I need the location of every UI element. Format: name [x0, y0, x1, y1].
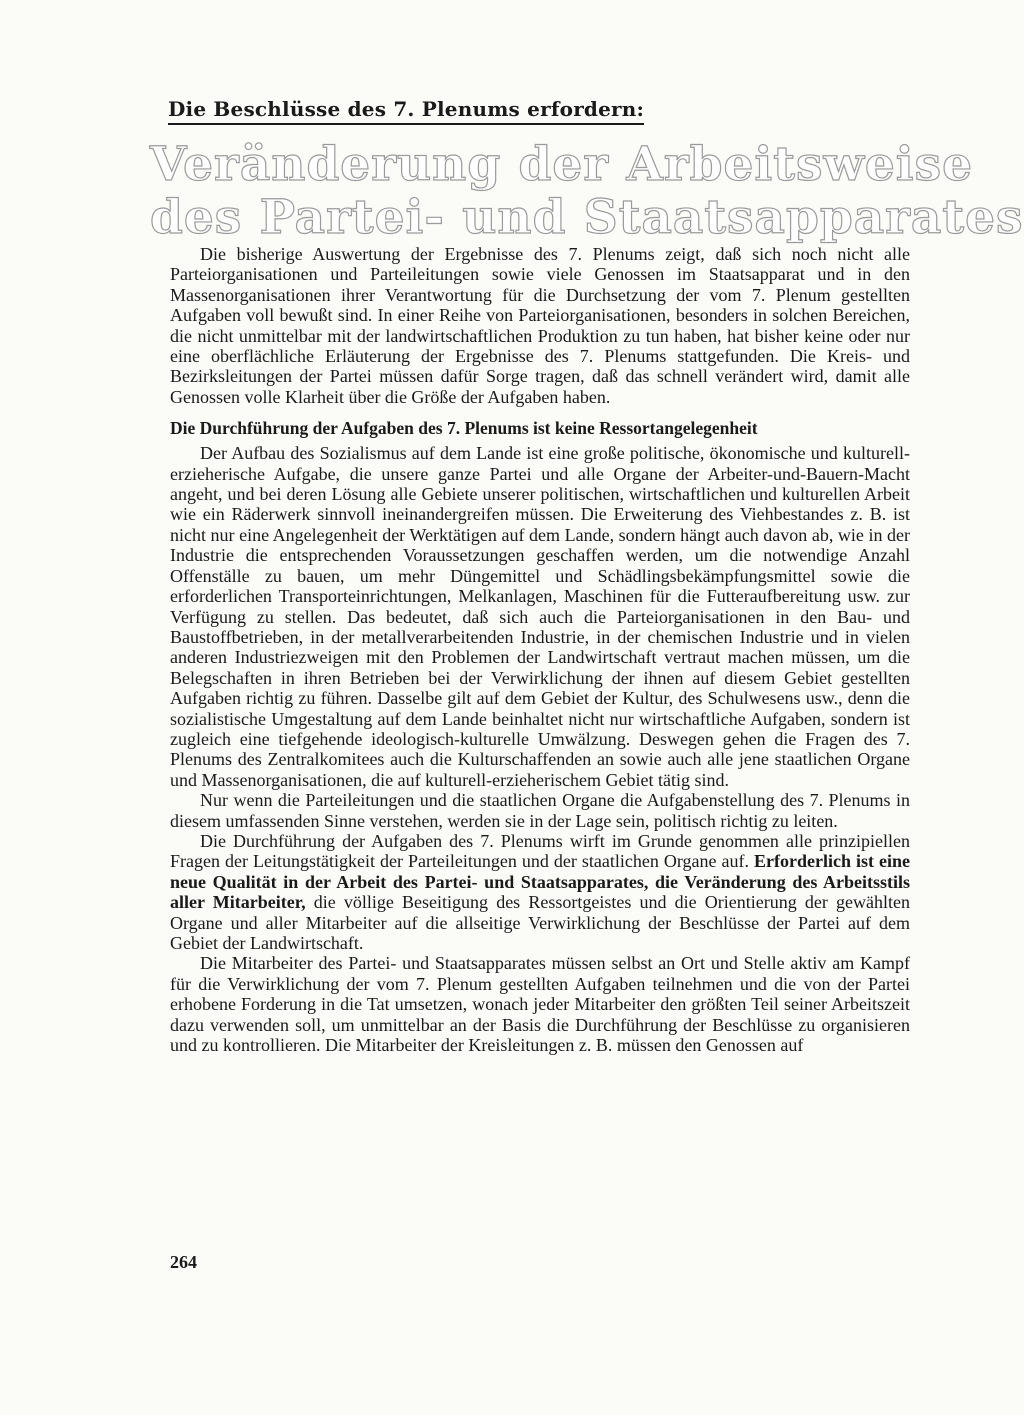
paragraph-3-emphasis: Erforderlich ist eine neue Qualität in der Arbeit des Partei- und Staatsapparates, die Veränderung des Arbeitsstils aller Mitarbeiter,	[170, 851, 910, 913]
paragraph-3	[170, 831, 910, 953]
paragraph-2: Nur wenn die Parteileitungen und die staatlichen Organe die Aufgabenstellung des 7. Plenums in diesem umfassenden Sinne verstehen, werden sie in der Lage sein, politisch richtig zu leiten.	[170, 790, 910, 831]
page-number: 264	[170, 1252, 197, 1272]
article-title	[150, 137, 1024, 245]
article-body	[170, 244, 910, 1055]
paragraph-3-start: Die Durchführung der Aufgaben des 7. Plenums wirft im Grunde genommen alle prinzipiellen Fragen der Leitungstätigkeit der Parteileitungen und der staatlichen Organe auf.	[170, 830, 910, 872]
paragraph-3-end: die völlige Beseitigung des Ressortgeistes und die Orientierung der gewählten Organe und aller Mitarbeiter auf die allseitige Verwirklichung der Beschlüsse der Partei auf dem Gebiet der Landwirtschaft.	[170, 892, 911, 953]
article-title-line-1: Veränderung der Arbeitsweise	[150, 137, 974, 192]
article-title-line-2: des Partei- und Staatsapparates	[150, 190, 1024, 245]
paragraph-1: Der Aufbau des Sozialismus auf dem Lande ist eine große politische, ökonomische und kulturell-erzieherische Aufgabe, die unsere ganze Partei und alle Organe der Arbeiter-und-Bauern-Macht angeht, und bei deren Lösung alle Gebiete unserer politischen, wirtschaftlichen und kulturellen Arbeit wie ein Räderwerk sinnvoll ineinandergreifen müssen. Die Erweiterung des Viehbestandes z. B. ist nicht nur eine Angelegenheit der Werktätigen auf dem Lande, sondern hängt auch davon ab, wie in der Industrie die entsprechenden Voraussetzungen geschaffen werden, um die notwendige Anzahl Offenställe zu bauen, um mehr Düngemittel und Schädlingsbekämpfungsmittel sowie die erforderlichen Transporteinrichtungen, Melkanlagen, Maschinen für die Futteraufbereitung usw. zur Verfügung zu stellen. Das bedeutet, daß sich auch die Parteiorganisationen in den Bau- und Baustoffbetrieben, in der metallverarbeitenden Industrie, in der chemischen Industrie und in vielen anderen Industriezweigen mit den Problemen der Landwirtschaft vertraut machen müssen, um die Belegschaften in ihren Betrieben bei der Verwirklichung der ihnen auf diesem Gebiet gestellten Aufgaben richtig zu führen. Dasselbe gilt auf dem Gebiet der Kultur, des Schulwesens usw., denn die sozialistische Umgestaltung auf dem Lande beinhaltet nicht nur wirtschaftliche Aufgaben, sondern ist zugleich eine tiefgehende ideologisch-kulturelle Umwälzung. Deswegen gehen die Fragen des 7. Plenums des Zentralkomitees auch die Kulturschaffenden an sowie auch alle jene staatlichen Organe und Massenorganisationen, die auf kulturell-erzieherischem Gebiet tätig sind.	[170, 443, 910, 790]
intro-paragraph: Die bisherige Auswertung der Ergebnisse des 7. Plenums zeigt, daß sich noch nicht alle Parteiorganisationen und Parteileitungen sowie viele Genossen im Staatsapparat und in den Massenorganisationen ihrer Verantwortung für die Durchsetzung der vom 7. Plenum gestellten Aufgaben voll bewußt sind. In einer Reihe von Parteiorganisationen, besonders in solchen Bereichen, die nicht unmittelbar mit der landwirtschaftlichen Produktion zu tun haben, hat bisher keine oder nur eine oberflächliche Erläuterung der Ergebnisse des 7. Plenums stattgefunden. Die Kreis- und Bezirksleitungen der Partei müssen dafür Sorge tragen, daß das schnell verändert wird, damit alle Genossen volle Klarheit über die Größe der Aufgaben haben.	[170, 244, 910, 407]
section-heading: Die Durchführung der Aufgaben des 7. Plenums ist keine Ressortangelegenheit	[170, 418, 758, 439]
paragraph-4: Die Mitarbeiter des Partei- und Staatsapparates müssen selbst an Ort und Stelle aktiv am Kampf für die Verwirklichung der vom 7. Plenum gestellten Aufgaben teilnehmen und die von der Partei erhobene Forderung in die Tat umsetzen, wonach jeder Mitarbeiter den größten Teil seiner Arbeitszeit dazu verwenden soll, um unmittelbar an der Basis die Durchführung der Beschlüsse zu organisieren und zu kontrollieren. Die Mitarbeiter der Kreisleitungen z. B. müssen den Genossen auf	[170, 953, 910, 1056]
section-header: Die Beschlüsse des 7. Plenums erfordern:	[168, 96, 644, 125]
